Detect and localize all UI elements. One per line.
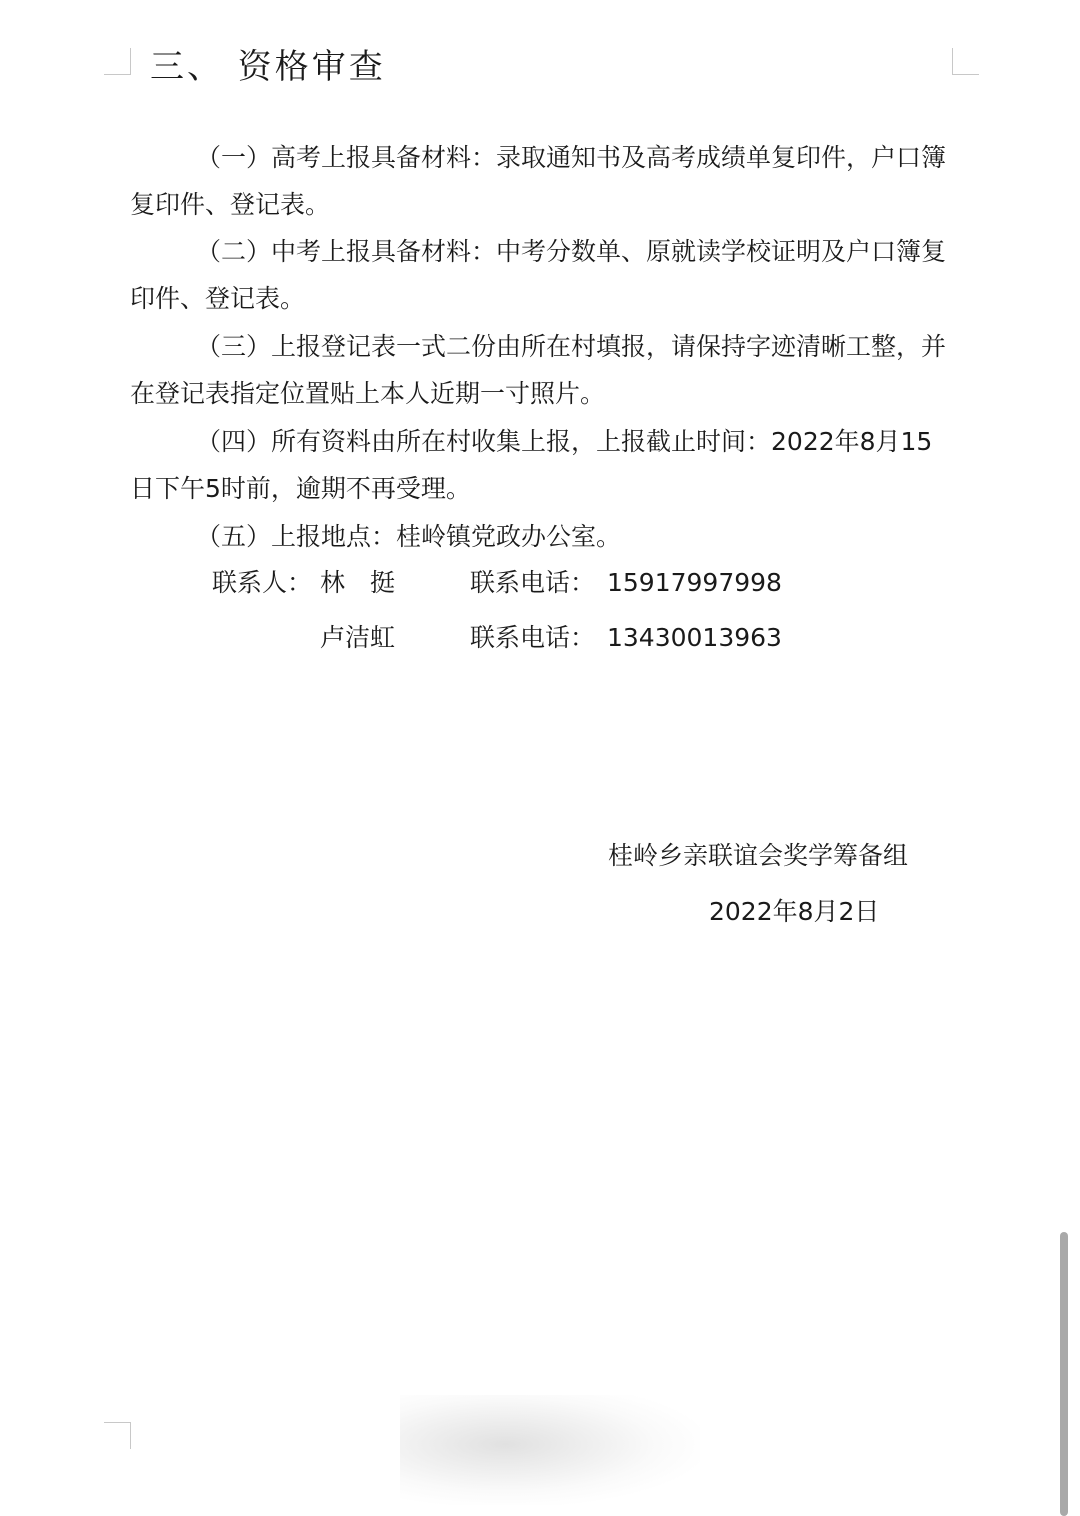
blurred-stamp-smudge [400, 1395, 700, 1505]
section-heading: 三、 资格审查 [150, 47, 386, 87]
vertical-scrollbar[interactable] [1060, 1232, 1068, 1516]
paragraph-location: （五）上报地点：桂岭镇党政办公室。 [196, 522, 622, 551]
paragraph-gaokao-materials: （一）高考上报具备材料：录取通知书及高考成绩单复印件，户口簿复印件、登记表。 [130, 143, 947, 219]
contact-name: 林 挺 [320, 568, 396, 597]
signature-organization: 桂岭乡亲联谊会奖学筹备组 [608, 841, 909, 870]
paragraph-deadline: （四）所有资料由所在村收集上报，上报截止时间：2022年8月15日下午5时前，逾期不再受理。 [130, 427, 933, 503]
contact-name: 卢洁虹 [320, 623, 396, 652]
contact-phone: 15917997998 [607, 568, 782, 597]
contact-phone-label: 联系电话： [470, 623, 596, 652]
page-corner-mark-bottom-left [104, 1422, 131, 1449]
contact-phone-label: 联系电话： [470, 568, 596, 597]
page-corner-mark-top-left [104, 48, 131, 75]
page-corner-mark-top-right [952, 48, 979, 75]
signature-date: 2022年8月2日 [709, 897, 880, 926]
contact-label: 联系人： [212, 568, 313, 597]
contact-phone: 13430013963 [607, 623, 782, 652]
paragraph-zhongkao-materials: （二）中考上报具备材料：中考分数单、原就读学校证明及户口簿复印件、登记表。 [130, 237, 947, 313]
paragraph-registration-form: （三）上报登记表一式二份由所在村填报，请保持字迹清晰工整，并在登记表指定位置贴上本人近期一寸照片。 [130, 332, 947, 408]
